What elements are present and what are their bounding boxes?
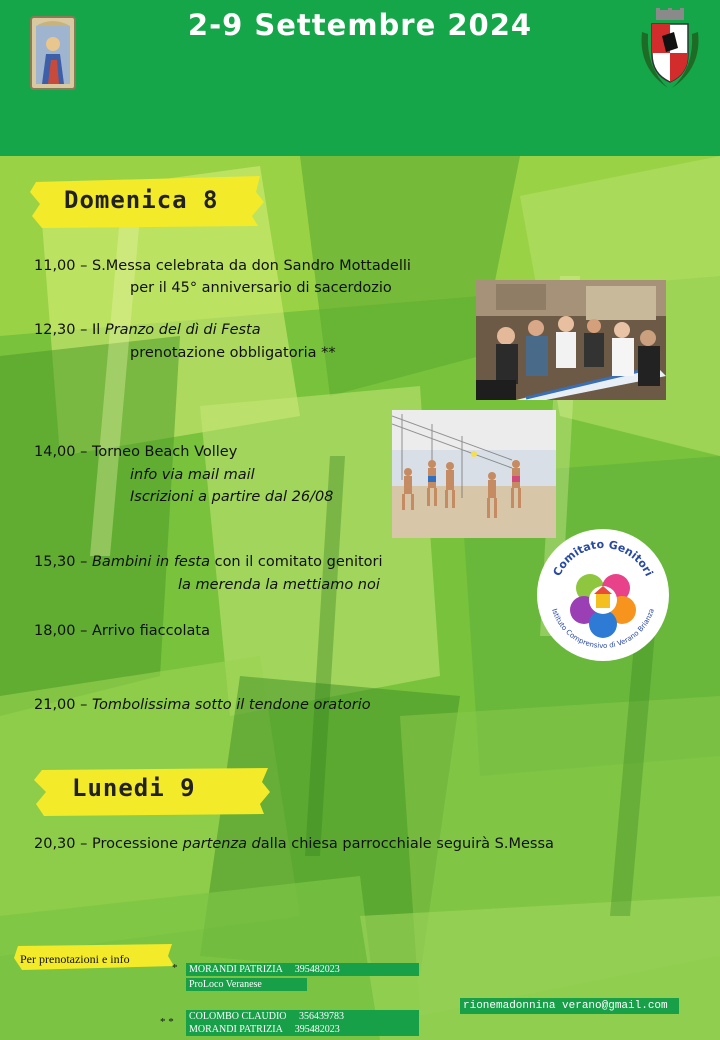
event-1400-detail-1: info via mail mail xyxy=(130,467,255,483)
page-title: 2-9 Settembre 2024 xyxy=(187,8,533,42)
event-1800: 18,00 – Arrivo fiaccolata xyxy=(34,623,210,639)
logo-arc-bottom: Istituto Comprensivo di Verano Brianza xyxy=(550,607,656,651)
contact-row-4: MORANDI PATRIZIA 395482023 xyxy=(186,1023,419,1036)
beach-volley-photo xyxy=(392,410,556,538)
event-2100: 21,00 – Tombolissima sotto il tendone oratorio xyxy=(34,697,371,713)
event-2030: 20,30 – Processione partenza dalla chiesa parrocchiale seguirà S.Messa xyxy=(34,836,554,852)
event-1530: 15,30 – Bambini in festa con il comitato genitori xyxy=(34,554,383,570)
event-1230: 12,30 – Il Pranzo del dì di Festa xyxy=(34,322,261,338)
event-1400: 14,00 – Torneo Beach Volley xyxy=(34,444,238,460)
logo-arc-top: Comitato Genitori xyxy=(550,537,656,579)
lunch-photo xyxy=(476,280,666,400)
contact-marker-1: * xyxy=(172,962,178,974)
contact-row-3: COLOMBO CLAUDIO 356439783 xyxy=(186,1010,419,1023)
comitato-genitori-logo xyxy=(534,526,672,664)
contact-email: rionemadonnina verano@gmail.com xyxy=(460,998,679,1014)
municipal-crest-icon xyxy=(638,8,702,90)
event-1400-detail-2: Iscrizioni a partire dal 26/08 xyxy=(130,489,334,505)
contact-row-1: MORANDI PATRIZIA 395482023 xyxy=(186,963,419,976)
contact-row-2: ProLoco Veranese xyxy=(186,978,307,991)
contact-marker-2: * * xyxy=(160,1016,174,1028)
madonna-picture-icon xyxy=(30,16,76,90)
event-1100-detail: per il 45° anniversario di sacerdozio xyxy=(130,280,392,296)
day-heading-sunday: Domenica 8 xyxy=(64,186,219,214)
day-heading-monday: Lunedi 9 xyxy=(72,774,196,802)
event-1100: 11,00 – S.Messa celebrata da don Sandro Mottadelli xyxy=(34,258,411,274)
contacts-title: Per prenotazioni e info xyxy=(20,952,130,966)
event-1230-detail: prenotazione obbligatoria ** xyxy=(130,345,336,361)
event-1530-detail: la merenda la mettiamo noi xyxy=(178,577,380,593)
